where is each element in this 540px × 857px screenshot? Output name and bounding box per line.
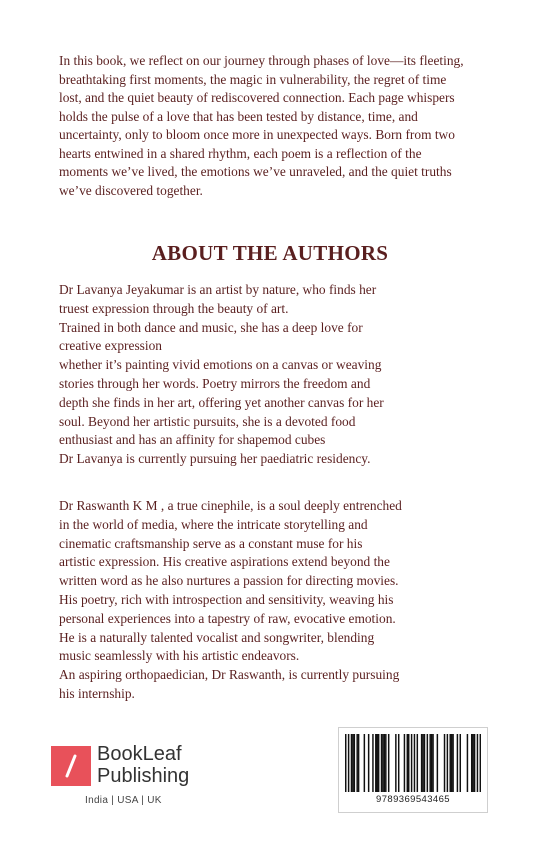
barcode-bar: [447, 734, 448, 792]
barcode-bar: [451, 734, 452, 792]
isbn-barcode: [338, 727, 488, 813]
author-bio-lavanya: [59, 281, 469, 469]
barcode-bar: [385, 734, 386, 792]
bio-line: He is a naturally talented vocalist and songwriter, blending: [59, 629, 375, 645]
slash-icon: [51, 746, 91, 786]
author-bio-raswanth: [59, 497, 469, 704]
barcode-bar: [376, 734, 377, 792]
barcode-bar: [378, 734, 379, 792]
barcode-bar: [422, 734, 423, 792]
bio-line: Dr Lavanya is currently pursuing her paediatric residency.: [59, 451, 371, 467]
bio-line: personal experiences into a tapestry of raw, evocative emotion.: [59, 610, 396, 626]
barcode-bar: [368, 734, 369, 792]
publisher-logo: [51, 742, 211, 812]
barcode-bar: [457, 734, 458, 792]
barcode-bar: [381, 734, 382, 792]
barcode-bar: [375, 734, 376, 792]
bio-line: Trained in both dance and music, she has a deep love for: [59, 319, 363, 335]
barcode-bar: [424, 734, 425, 792]
barcode-bar: [352, 734, 353, 792]
barcode-bar: [472, 734, 473, 792]
publisher-name: [97, 743, 189, 787]
barcode-bar: [348, 734, 349, 792]
barcode-bar: [372, 734, 373, 792]
barcode-bar: [460, 734, 461, 792]
barcode-bar: [421, 734, 422, 792]
bio-line: His poetry, rich with introspection and sensitivity, weaving his: [59, 591, 394, 607]
book-blurb: In this book, we reflect on our journey through phases of love—its fleeting, breathtaking first moments, the magic in vulnerability, the regret of time lost, and the quiet beauty of rediscovered connection. Each page whispers holds the pulse of a love that has been tested by distance, time, and uncertainty, only to bloom once more in unexpected ways. Born from two hearts entwined in a shared rhythm, each poem is a reflection of the moments we’ve lived, the emotions we’ve unraveled, and the quiet truths we’ve discovered together.: [59, 53, 464, 198]
publisher-name-line1: BookLeaf: [97, 743, 182, 765]
bio-line: Dr Lavanya Jeyakumar is an artist by nature, who finds her: [59, 282, 377, 297]
barcode-bar: [408, 734, 409, 792]
barcode-bar: [477, 734, 478, 792]
barcode-bar: [450, 734, 451, 792]
barcode-bar: [404, 734, 405, 792]
bio-line: enthusiast and has an affinity for shapemod cubes: [59, 432, 326, 448]
bio-line: whether it’s painting vivid emotions on a canvas or weaving: [59, 357, 382, 373]
barcode-bar: [437, 734, 438, 792]
barcode-bar: [384, 734, 385, 792]
barcode-bar: [414, 734, 415, 792]
barcode-bar: [471, 734, 472, 792]
publisher-regions: India | USA | UK: [85, 795, 162, 806]
bio-line: soul. Beyond her artistic pursuits, she is a devoted food: [59, 413, 356, 429]
bio-line: his internship.: [59, 685, 135, 701]
barcode-bar: [356, 734, 357, 792]
bio-line: Dr Raswanth K M , a true cinephile, is a soul deeply entrenched: [59, 498, 402, 513]
barcode-bar: [429, 734, 430, 792]
barcode-bar: [411, 734, 412, 792]
bio-line: written word as he also nurtures a passion for directing movies.: [59, 573, 399, 589]
bio-line: depth she finds in her art, offering yet another canvas for her: [59, 394, 384, 410]
barcode-bar: [417, 734, 418, 792]
bio-line: music seamlessly with his artistic endeavors.: [59, 648, 300, 664]
barcode-bar: [444, 734, 445, 792]
publisher-name-line2: Publishing: [97, 765, 190, 787]
barcode-bar: [431, 734, 432, 792]
barcode-bar: [480, 734, 481, 792]
barcode-bar: [427, 734, 428, 792]
barcode-bar: [398, 734, 399, 792]
barcode-bar: [388, 734, 389, 792]
barcode-bar: [354, 734, 355, 792]
isbn-number: 9789369543465: [376, 794, 450, 805]
bio-line: cinematic craftsmanship serve as a constant muse for his: [59, 535, 363, 551]
barcode-bar: [474, 734, 475, 792]
bio-line: An aspiring orthopaedician, Dr Raswanth, is currently pursuing: [59, 667, 400, 683]
barcode-bar: [467, 734, 468, 792]
barcode-bar: [432, 734, 433, 792]
barcode-bar: [452, 734, 453, 792]
bio-line: stories through her words. Poetry mirrors the freedom and: [59, 375, 371, 391]
bio-line: creative expression: [59, 338, 162, 354]
bio-line: artistic expression. His creative aspirations extend beyond the: [59, 554, 390, 570]
barcode-bar: [345, 734, 346, 792]
about-authors-heading: ABOUT THE AUTHORS: [151, 241, 389, 265]
barcode-bar: [358, 734, 359, 792]
barcode-bar: [364, 734, 365, 792]
barcode-bar: [351, 734, 352, 792]
bio-line: in the world of media, where the intricate storytelling and: [59, 516, 368, 532]
barcode-bar: [407, 734, 408, 792]
bio-line: truest expression through the beauty of art.: [59, 300, 289, 316]
barcode-bars: [345, 734, 481, 792]
barcode-bar: [395, 734, 396, 792]
barcode-bar: [382, 734, 383, 792]
